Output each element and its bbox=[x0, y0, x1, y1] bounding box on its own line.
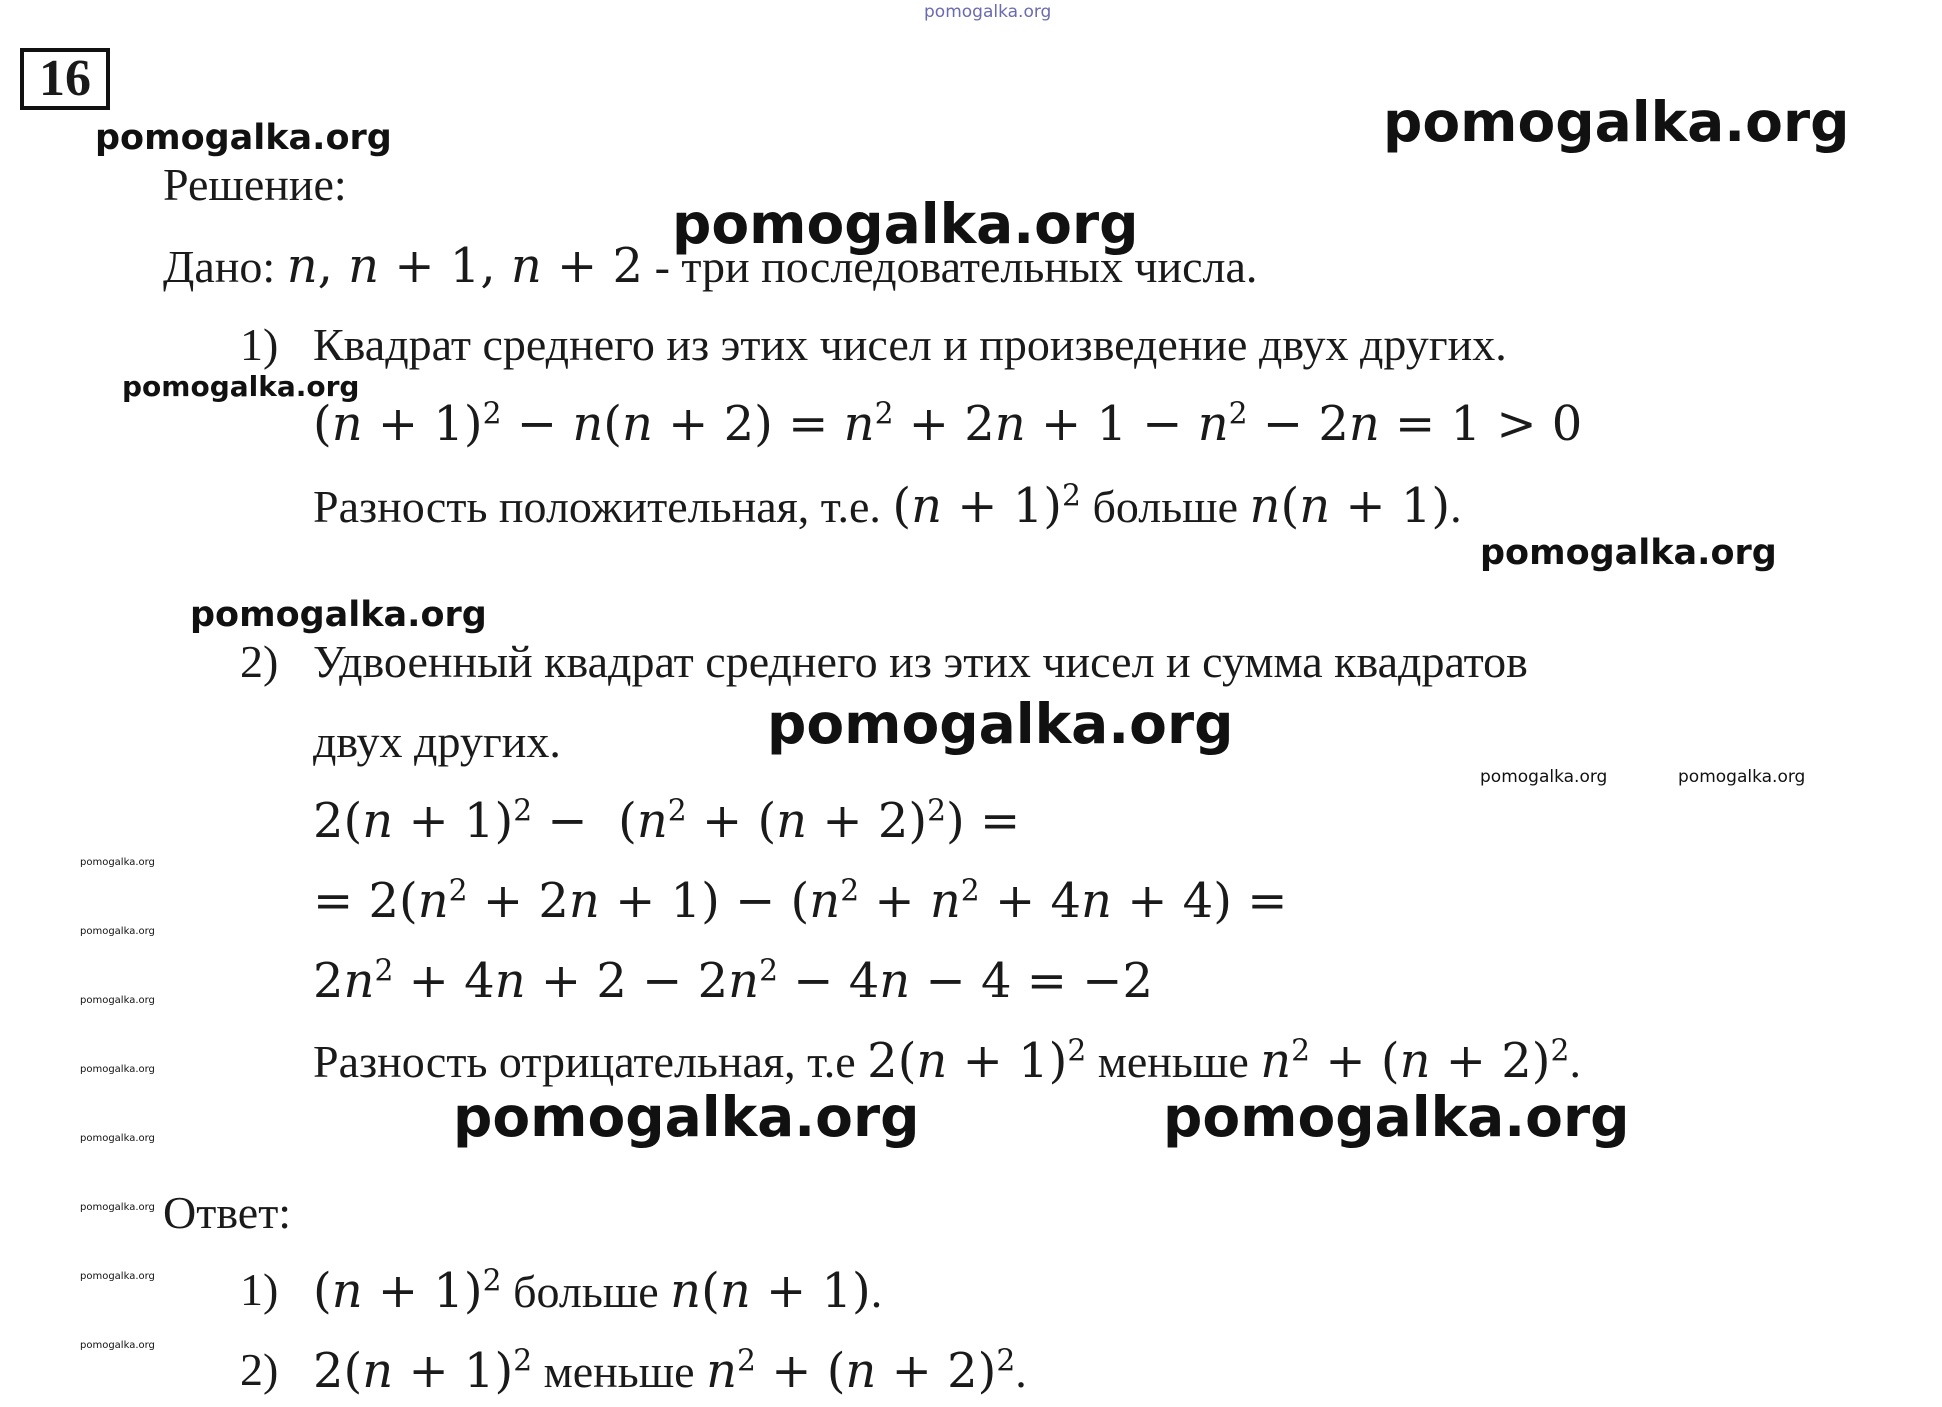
solution-heading: Решение: bbox=[163, 159, 347, 210]
watermark-center-top: pomogalka.org bbox=[672, 192, 1139, 256]
answer-item2-lhs: $2(n + 1)^2$ bbox=[313, 1343, 533, 1399]
part1-statement: Квадрат среднего из этих чисел и произведение двух других. bbox=[313, 319, 1507, 370]
given-description: - три последовательных числа. bbox=[643, 241, 1258, 292]
part2-conclusion-end: . bbox=[1569, 1036, 1581, 1087]
watermark-top-small: pomogalka.org bbox=[924, 2, 1052, 22]
part2-statement-line2: двух других. bbox=[313, 716, 561, 767]
watermark-tiny-right-2: pomogalka.org bbox=[1678, 767, 1806, 787]
watermark-left-column: pomogalka.org bbox=[80, 1133, 155, 1144]
part1-conclusion-end: . bbox=[1450, 481, 1462, 532]
part2-conclusion-mid: меньше bbox=[1086, 1036, 1261, 1087]
part1-conclusion-rhs: n(n + 1) bbox=[1249, 478, 1451, 534]
part2-statement-line1: Удвоенный квадрат среднего из этих чисел и сумма квадратов bbox=[313, 636, 1528, 687]
answer-item2-number: 2) bbox=[240, 1344, 279, 1395]
part1-number: 1) bbox=[240, 319, 279, 370]
answer-item2-end: . bbox=[1015, 1346, 1027, 1397]
answer-item1-rhs: n(n + 1) bbox=[670, 1263, 871, 1319]
watermark-left-column: pomogalka.org bbox=[80, 995, 155, 1006]
task-number: 16 bbox=[20, 48, 110, 110]
part1-equation: $(n + 1)^2 - n(n + 2) = n^2 + 2n + 1 - n^2 - 2n = 1 > 0$ bbox=[313, 396, 1583, 452]
part2-equation-line3: $2n^2 + 4n + 2 - 2n^2 - 4n - 4 = -2$ bbox=[313, 953, 1153, 1009]
watermark-top-left: pomogalka.org bbox=[95, 118, 392, 158]
part2-conclusion-rhs: $n^2 + (n + 2)^2$ bbox=[1260, 1033, 1570, 1089]
watermark-left-column: pomogalka.org bbox=[80, 1271, 155, 1282]
watermark-left-column: pomogalka.org bbox=[80, 1064, 155, 1075]
part2-equation-line2: = $2(n^2 + 2n + 1) - (n^2 + n^2 + 4n + 4)$ = bbox=[313, 873, 1288, 929]
part2-equation-line1: $2(n + 1)^2 - (n^2 + (n + 2)^2)$ = bbox=[313, 793, 1021, 849]
watermark-tiny-right-1: pomogalka.org bbox=[1480, 767, 1608, 787]
answer-item1-number: 1) bbox=[240, 1264, 279, 1315]
watermark-left-column: pomogalka.org bbox=[80, 1340, 155, 1351]
watermark-top-right: pomogalka.org bbox=[1383, 90, 1850, 154]
watermark-bottom-right: pomogalka.org bbox=[1163, 1085, 1630, 1149]
answer-item2-rhs: $n^2 + (n + 2)^2$ bbox=[706, 1343, 1016, 1399]
answer-item1-end: . bbox=[870, 1266, 883, 1317]
part1-conclusion-lhs: $(n + 1)^2$ bbox=[892, 478, 1081, 534]
watermark-bottom-left: pomogalka.org bbox=[453, 1085, 920, 1149]
given-line bbox=[163, 238, 1257, 294]
answer-heading: Ответ: bbox=[163, 1187, 292, 1238]
part2-conclusion-lhs: $2(n + 1)^2$ bbox=[867, 1033, 1087, 1089]
watermark-left-column: pomogalka.org bbox=[80, 1202, 155, 1213]
given-formula: n, n + 1, n + 2 bbox=[286, 238, 644, 294]
part2-number: 2) bbox=[240, 636, 279, 687]
part1-conclusion-prefix: Разность положительная, т.е. bbox=[313, 481, 893, 532]
watermark-left-mid2: pomogalka.org bbox=[190, 595, 487, 635]
watermark-left-column: pomogalka.org bbox=[80, 857, 155, 868]
watermark-right-mid: pomogalka.org bbox=[1480, 533, 1777, 573]
answer-item2 bbox=[313, 1343, 1027, 1399]
watermark-left-mid: pomogalka.org bbox=[122, 370, 360, 403]
given-label: Дано: bbox=[163, 241, 276, 292]
watermark-left-column: pomogalka.org bbox=[80, 926, 155, 937]
part2-conclusion-prefix: Разность отрицательная, т.е bbox=[313, 1036, 868, 1087]
watermark-center-mid: pomogalka.org bbox=[767, 692, 1234, 756]
answer-item1 bbox=[313, 1263, 882, 1319]
part1-conclusion bbox=[313, 478, 1462, 534]
answer-item1-mid: больше bbox=[501, 1266, 671, 1317]
answer-item1-lhs: $(n + 1)^2$ bbox=[313, 1263, 502, 1319]
part1-conclusion-mid: больше bbox=[1080, 481, 1250, 532]
answer-item2-mid: меньше bbox=[532, 1346, 707, 1397]
part2-conclusion bbox=[313, 1033, 1581, 1089]
